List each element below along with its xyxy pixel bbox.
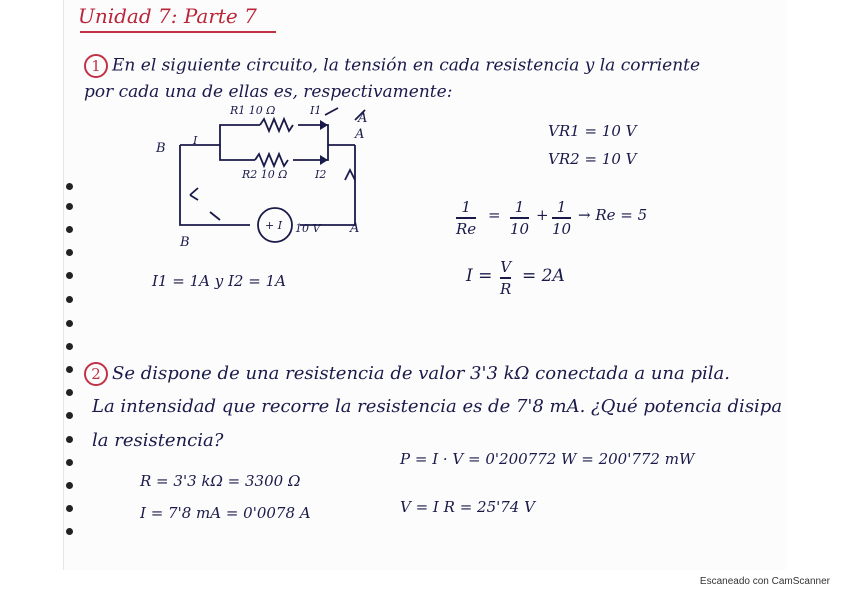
resistor-r1 (260, 119, 293, 131)
node-a-top: A (358, 111, 368, 126)
equals-sign: = (488, 206, 501, 224)
req-lhs-fraction (456, 198, 476, 238)
current-total-num: V (500, 258, 512, 276)
binder-hole (66, 412, 73, 419)
binder-hole (66, 296, 73, 303)
current-total-fraction (500, 258, 511, 298)
page-title: Unidad 7: Parte 7 (78, 4, 257, 28)
title-underline (80, 31, 276, 33)
i1-label: I1 (310, 104, 322, 117)
question-2-text: Se dispone de una resistencia de valor 3'3 kΩ conectada a una pila. (112, 363, 730, 384)
binder-hole (66, 528, 73, 535)
req-term1-fraction (510, 198, 529, 238)
node-b-top: B (156, 141, 166, 156)
req-term2-den: 10 (552, 219, 572, 238)
node-a-right: A (355, 127, 365, 142)
current-total-den: R (500, 279, 512, 298)
binder-hole (66, 320, 73, 327)
i2-label: I2 (315, 168, 327, 181)
wire-left (180, 145, 250, 225)
req-term2-num: 1 (556, 198, 567, 216)
arrow-left (190, 188, 198, 200)
binder-hole (66, 482, 73, 489)
current-value: I = 7'8 mA = 0'0078 A (140, 504, 311, 522)
question-2-line-3: la resistencia? (92, 430, 224, 451)
question-2-number: 2 (84, 362, 108, 386)
question-2-line-2: La intensidad que recorre la resistencia es de 7'8 mA. ¿Qué potencia disipa (92, 396, 783, 417)
scanner-footer: Escaneado con CamScanner (699, 576, 830, 587)
resistance-value: R = 3'3 kΩ = 3300 Ω (140, 472, 301, 490)
binder-hole (66, 366, 73, 373)
req-lhs-num: 1 (461, 198, 471, 216)
current-total-rhs: = 2A (522, 266, 565, 286)
resistor-r2 (255, 154, 288, 166)
wire-top-right (298, 125, 355, 145)
diode-arrow-1 (320, 120, 328, 130)
wire-bottom-left (220, 145, 255, 160)
plus-sign: + (536, 206, 549, 224)
node-b-bottom: B (180, 235, 190, 250)
voltage-label: 10 V (295, 222, 321, 235)
vr1-value: VR1 = 10 V (548, 122, 637, 140)
power-value: P = I · V = 0'200772 W = 200'772 mW (400, 450, 695, 468)
i-label: I (193, 134, 198, 147)
question-1-number: 1 (84, 54, 108, 78)
currents-result: I1 = 1A y I2 = 1A (152, 272, 286, 290)
r1-label: R1 10 Ω (230, 104, 276, 117)
binder-hole (66, 226, 73, 233)
req-term1-num: 1 (514, 198, 525, 216)
binder-hole (66, 272, 73, 279)
question-1-text: En el siguiente circuito, la tensión en cada resistencia y la corriente (112, 55, 701, 76)
binder-hole (66, 203, 73, 210)
binder-hole (66, 459, 73, 466)
r2-label: R2 10 Ω (242, 168, 288, 181)
arrow-right (345, 170, 355, 180)
wire-top-left (180, 125, 260, 145)
binder-hole (66, 389, 73, 396)
diode-arrow-2 (320, 155, 328, 165)
source-label: + I (265, 219, 283, 232)
binder-hole (66, 436, 73, 443)
question-2-line-1 (84, 362, 730, 386)
req-term1-den: 10 (510, 219, 530, 238)
binder-hole (66, 505, 73, 512)
binder-hole (66, 249, 73, 256)
question-1-line-1 (84, 54, 700, 78)
voltage-value: V = I R = 25'74 V (400, 498, 535, 516)
node-a-bottom: A (350, 221, 360, 236)
question-1-line-2: por cada una de ellas es, respectivamente: (84, 82, 453, 102)
binder-hole (66, 183, 73, 190)
circuit-diagram (150, 100, 380, 260)
req-term2-fraction (552, 198, 571, 238)
binder-hole (66, 343, 73, 350)
req-result: → Re = 5 (578, 206, 648, 224)
current-total-lhs: I = (466, 266, 493, 286)
req-lhs-den: Re (456, 219, 477, 238)
vr2-value: VR2 = 10 V (548, 150, 637, 168)
